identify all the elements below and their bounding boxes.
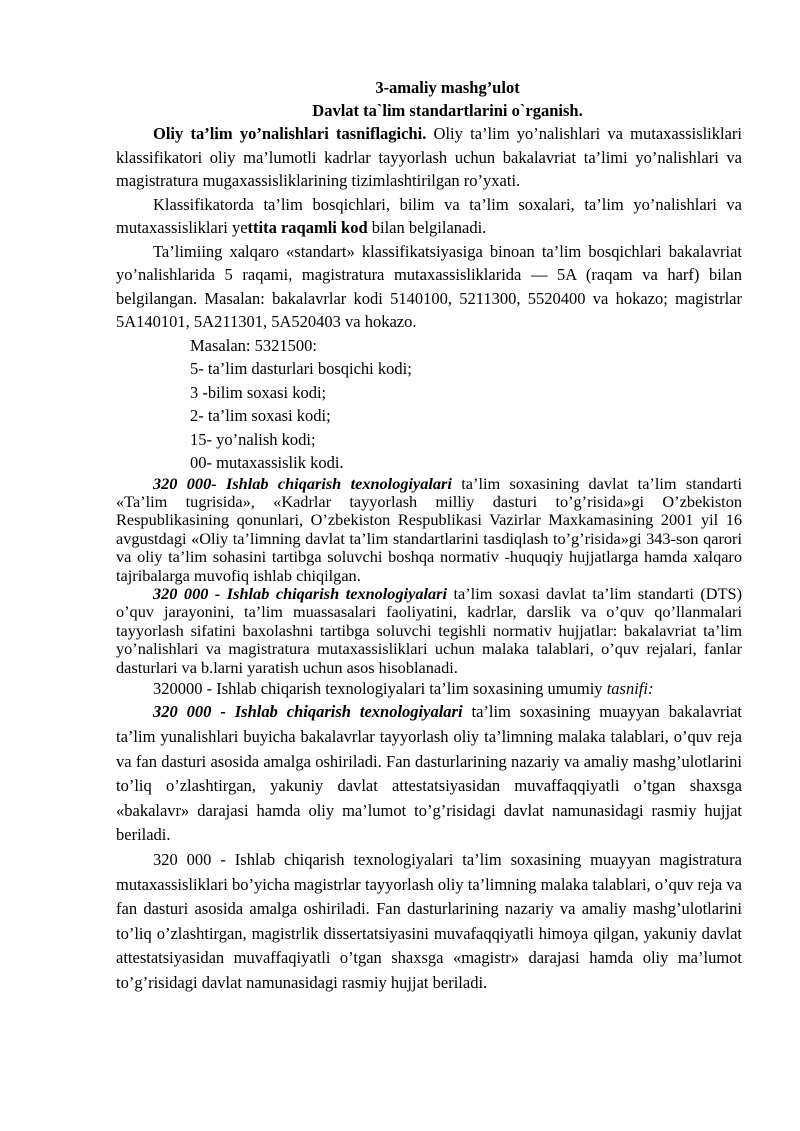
code-breakdown-list <box>116 334 742 475</box>
document-page <box>116 76 742 996</box>
list-item: 15- yo’nalish kodi; <box>190 429 316 449</box>
paragraph-lead: 320 000 - Ishlab chiqarish texnologiyalari <box>153 702 463 722</box>
paragraph-text: ta’lim soxasi davlat ta’lim standarti (DTS) o’quv jarayonini, ta’lim muassasalari faoliyatini, kadrlar, darslik va o’quv qo’llanmalari tayyorlash sifatini baxolashni tartibga soluvchi tegishli normativ hujjatlar: bakalavriat ta’lim yo’nalishlari va magistratura mutaxassisliklari uchun malaka talablari, o’quv rejalari, fanlar dasturlari va b.larni yaratish uchun asos hisoblanadi. <box>116 583 742 677</box>
paragraph-codes <box>116 193 742 240</box>
list-item: 3 -bilim soxasi kodi; <box>190 382 327 402</box>
list-item: 00- mutaxassislik kodi. <box>190 453 344 472</box>
page-title: 3-amaliy mashg’ulot <box>375 78 520 97</box>
paragraph-emphasis: tasnifi: <box>606 678 654 698</box>
paragraph-dts-basis <box>116 475 742 585</box>
paragraph-classification <box>116 677 742 701</box>
paragraph-bachelor <box>116 700 742 848</box>
paragraph-lead: 320 000 - Ishlab chiqarish texnologiyalari <box>153 583 447 603</box>
paragraph-dts-scope <box>116 585 742 677</box>
paragraph-classifier <box>116 122 742 193</box>
list-item: 2- ta’lim soxasi kodi; <box>190 406 331 425</box>
paragraph-standard: Ta’limiing xalqaro «standart» klassifikatsiyasiga binoan ta’lim bosqichlari bakalavriat yo’nalishlarida 5 raqami, magistratura mutaxassisliklarida — 5A (raqam va harf) bilan belgilangan. Masalan: bakalavrlar kodi 5140100, 5211300, 5520400 va hokazo; magistrlar 5A140101, 5A211301, 5A520403 va hokazo. <box>116 241 742 331</box>
paragraph-text: Klassifikatorda ta’lim bosqichlari, bilim va ta’lim soxalari, ta’lim yo’nalishlari va mutaxassisliklari ye <box>116 194 742 237</box>
paragraph-text: Oliy ta’lim yo’nalishlari va mutaxassisliklari klassifikatori oliy ma’lumotli kadrlar tayyorlash uchun bakalavriat ta’limi yo’nalishlari va magistratura mugaxassisliklarining tizimlashtirilgan ro’yxati. <box>116 124 742 190</box>
paragraph-master: 320 000 - Ishlab chiqarish texnologiyalari ta’lim soxasining muayyan magistratura mutaxassisliklari bo’yicha magistrlar tayyorlash oliy ta’limning malaka talablari, o’quv reja va fan dasturi asosida amalga oshiriladi. Fan dasturlarining nazariy va amaliy mashg’ulotlarini to’liq o’zlashtirgan, magistrlik dissertatsiyasini muvafaqqiyatli himoya qilgan, yakuniy davlat attestatsiyasidan muvaffaqiyatli o’tgan shaxsga «magistr» darajasi hamda oliy ma’lumot to’g’risidagi davlat namunasidagi rasmiy hujjat beriladi. <box>116 850 742 992</box>
paragraph-lead: Oliy ta’lim yo’nalishlari tasniflagichi. <box>153 124 427 143</box>
list-item: 5- ta’lim dasturlari bosqichi kodi; <box>190 359 412 378</box>
paragraph-text: 320000 - Ishlab chiqarish texnologiyalari ta’lim soxasining umumiy <box>153 678 607 698</box>
paragraph-text: ta’lim soxasining davlat ta’lim standarti «Ta’lim tugrisida», «Kadrlar tayyorlash milliy dasturi to’g’risida»gi O’zbekiston Respublikasining qonunlari, O’zbekiston Respublikasi Vazirlar Maxkamasining 2001 yil 16 avgustdagi «Oliy ta’limning davlat ta’lim standartlarini tasdiqlash to’g’risida»gi 343-son qarori va oliy ta’lim sohasini tartibga soluvchi boshqa normativ -huquqiy hujjatlarga hamda xalqaro tajribalarga muvofiq ishlab chiqilgan. <box>116 473 742 585</box>
paragraph-emphasis: ttita raqamli kod <box>247 218 368 237</box>
paragraph-text: bilan belgilanadi. <box>367 218 487 237</box>
page-subtitle: Davlat ta`lim standartlarini o`rganish. <box>312 101 583 120</box>
paragraph-lead: 320 000- Ishlab chiqarish texnologiyalari <box>153 473 452 493</box>
paragraph-text: ta’lim soxasining muayyan bakalavriat ta’lim yunalishlari buyicha bakalavrlar tayyorlash oliy ta’limning malaka talablari, o’quv reja va fan dasturi asosida amalga oshiriladi. Fan dasturlarining nazariy va amaliy mashg’ulotlarini to’liq o’zlashtirgan, yakuniy davlat attestatsiyasidan muvaffaqqiyatli o’tgan shaxsga «bakalavr» darajasi hamda oliy ma’lumot to’g’risidagi davlat namunasidagi rasmiy hujjat beriladi. <box>116 702 743 845</box>
list-item: Masalan: 5321500: <box>190 335 317 355</box>
